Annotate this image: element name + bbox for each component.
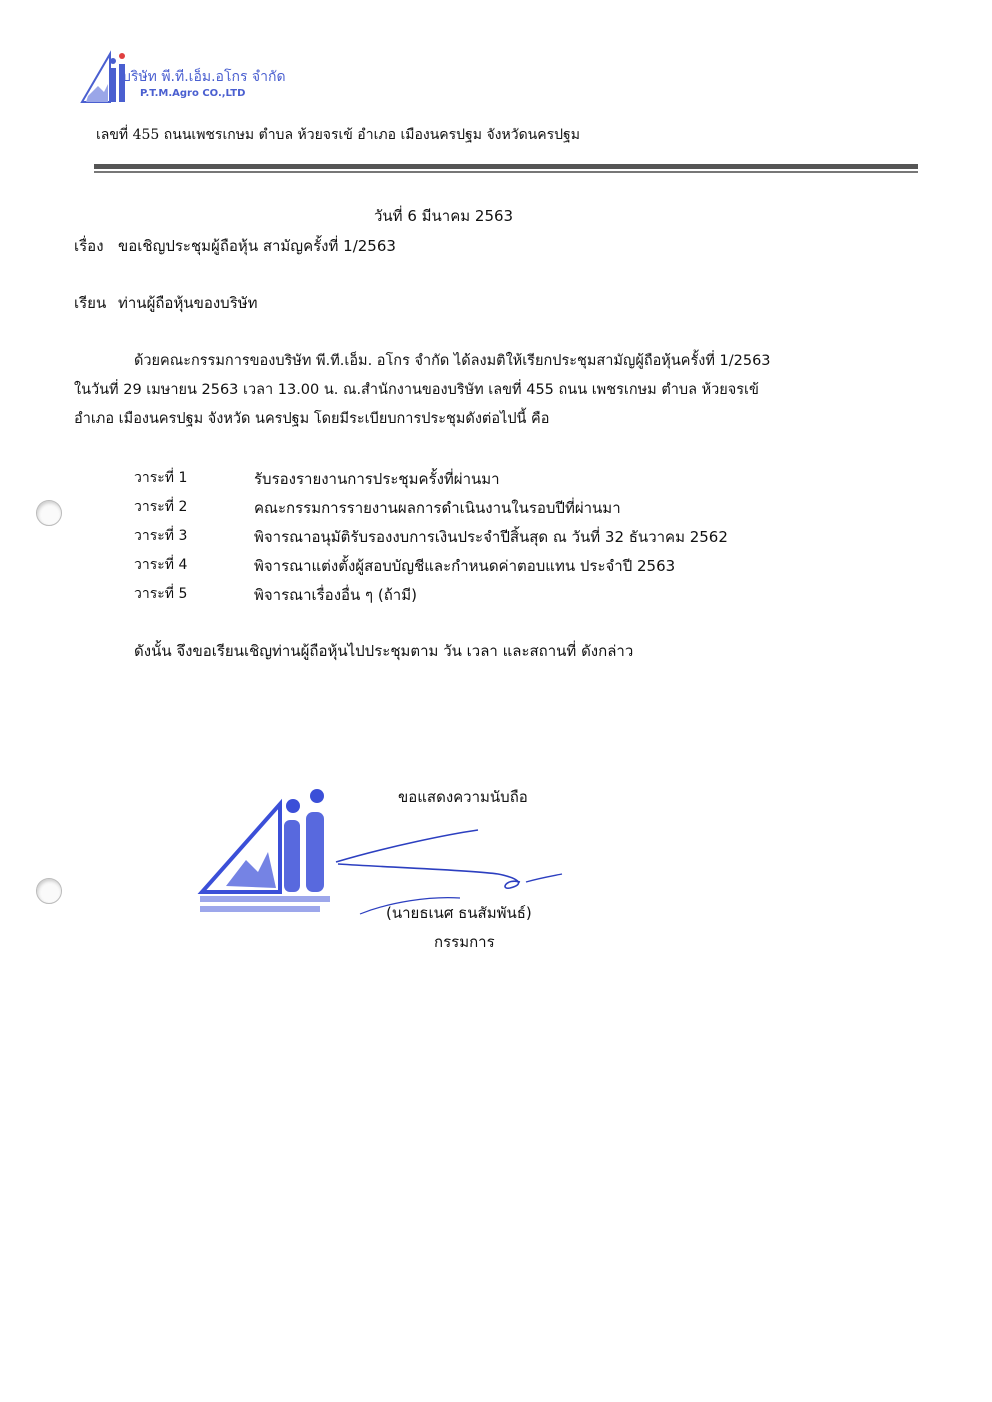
company-stamp-icon [196, 782, 346, 922]
agenda-item-text: คณะกรรมการรายงานผลการดำเนินงานในรอบปีที่ผ่านมา [254, 499, 621, 517]
punch-hole [36, 878, 62, 904]
agenda-number: วาระที่ 2 [134, 499, 188, 515]
signer-name: (นายธเนศ ธนสัมพันธ์) [386, 904, 532, 922]
body-line-1: ด้วยคณะกรรมการของบริษัท พี.ที.เอ็ม. อโกร จำกัด ได้ลงมติให้เรียกประชุมสามัญผู้ถือหุ้นครั้งที่ 1/2563 [134, 353, 771, 369]
agenda-item-text: พิจารณาเรื่องอื่น ๆ (ถ้ามี) [254, 586, 417, 604]
punch-hole [36, 500, 62, 526]
agenda-number: วาระที่ 3 [134, 528, 188, 544]
agenda-number: วาระที่ 1 [134, 470, 188, 486]
agenda-item-text: พิจารณาแต่งตั้งผู้สอบบัญชีและกำหนดค่าตอบแทน ประจำปี 2563 [254, 557, 676, 575]
body-line-3: อำเภอ เมืองนครปฐม จังหวัด นครปฐม โดยมีระเบียบการประชุมดังต่อไปนี้ คือ [74, 411, 550, 427]
closing-line: ดังนั้น จึงขอเรียนเชิญท่านผู้ถือหุ้นไปประชุมตาม วัน เวลา และสถานที่ ดังกล่าว [134, 642, 634, 660]
regards-text: ขอแสดงความนับถือ [398, 788, 528, 806]
agenda-item-text: รับรองรายงานการประชุมครั้งที่ผ่านมา [254, 470, 500, 488]
signer-title: กรรมการ [434, 933, 495, 951]
subject-label: เรื่อง [74, 237, 104, 255]
logo-company-name-th: บริษัท พี.ที.เอ็ม.อโกร จำกัด [122, 69, 286, 85]
logo-company-name-en: P.T.M.Agro CO.,LTD [140, 88, 246, 99]
letter-date: วันที่ 6 มีนาคม 2563 [374, 207, 514, 225]
header-divider-thin [94, 171, 918, 173]
body-line-2: ในวันที่ 29 เมษายน 2563 เวลา 13.00 น. ณ.สำนักงานของบริษัท เลขที่ 455 ถนน เพชรเกษม ตำบล ห้วยจรเข้ [74, 382, 759, 398]
subject-text: ขอเชิญประชุมผู้ถือหุ้น สามัญครั้งที่ 1/2563 [118, 237, 396, 255]
recipient-label: เรียน [74, 294, 107, 312]
company-address: เลขที่ 455 ถนนเพชรเกษม ตำบล ห้วยจรเข้ อำเภอ เมืองนครปฐม จังหวัดนครปฐม [96, 127, 580, 143]
header-divider-thick [94, 164, 918, 169]
agenda-number: วาระที่ 5 [134, 586, 188, 602]
recipient-text: ท่านผู้ถือหุ้นของบริษัท [118, 294, 258, 312]
agenda-number: วาระที่ 4 [134, 557, 188, 573]
agenda-item-text: พิจารณาอนุมัติรับรองงบการเงินประจำปีสิ้นสุด ณ วันที่ 32 ธันวาคม 2562 [254, 528, 728, 546]
